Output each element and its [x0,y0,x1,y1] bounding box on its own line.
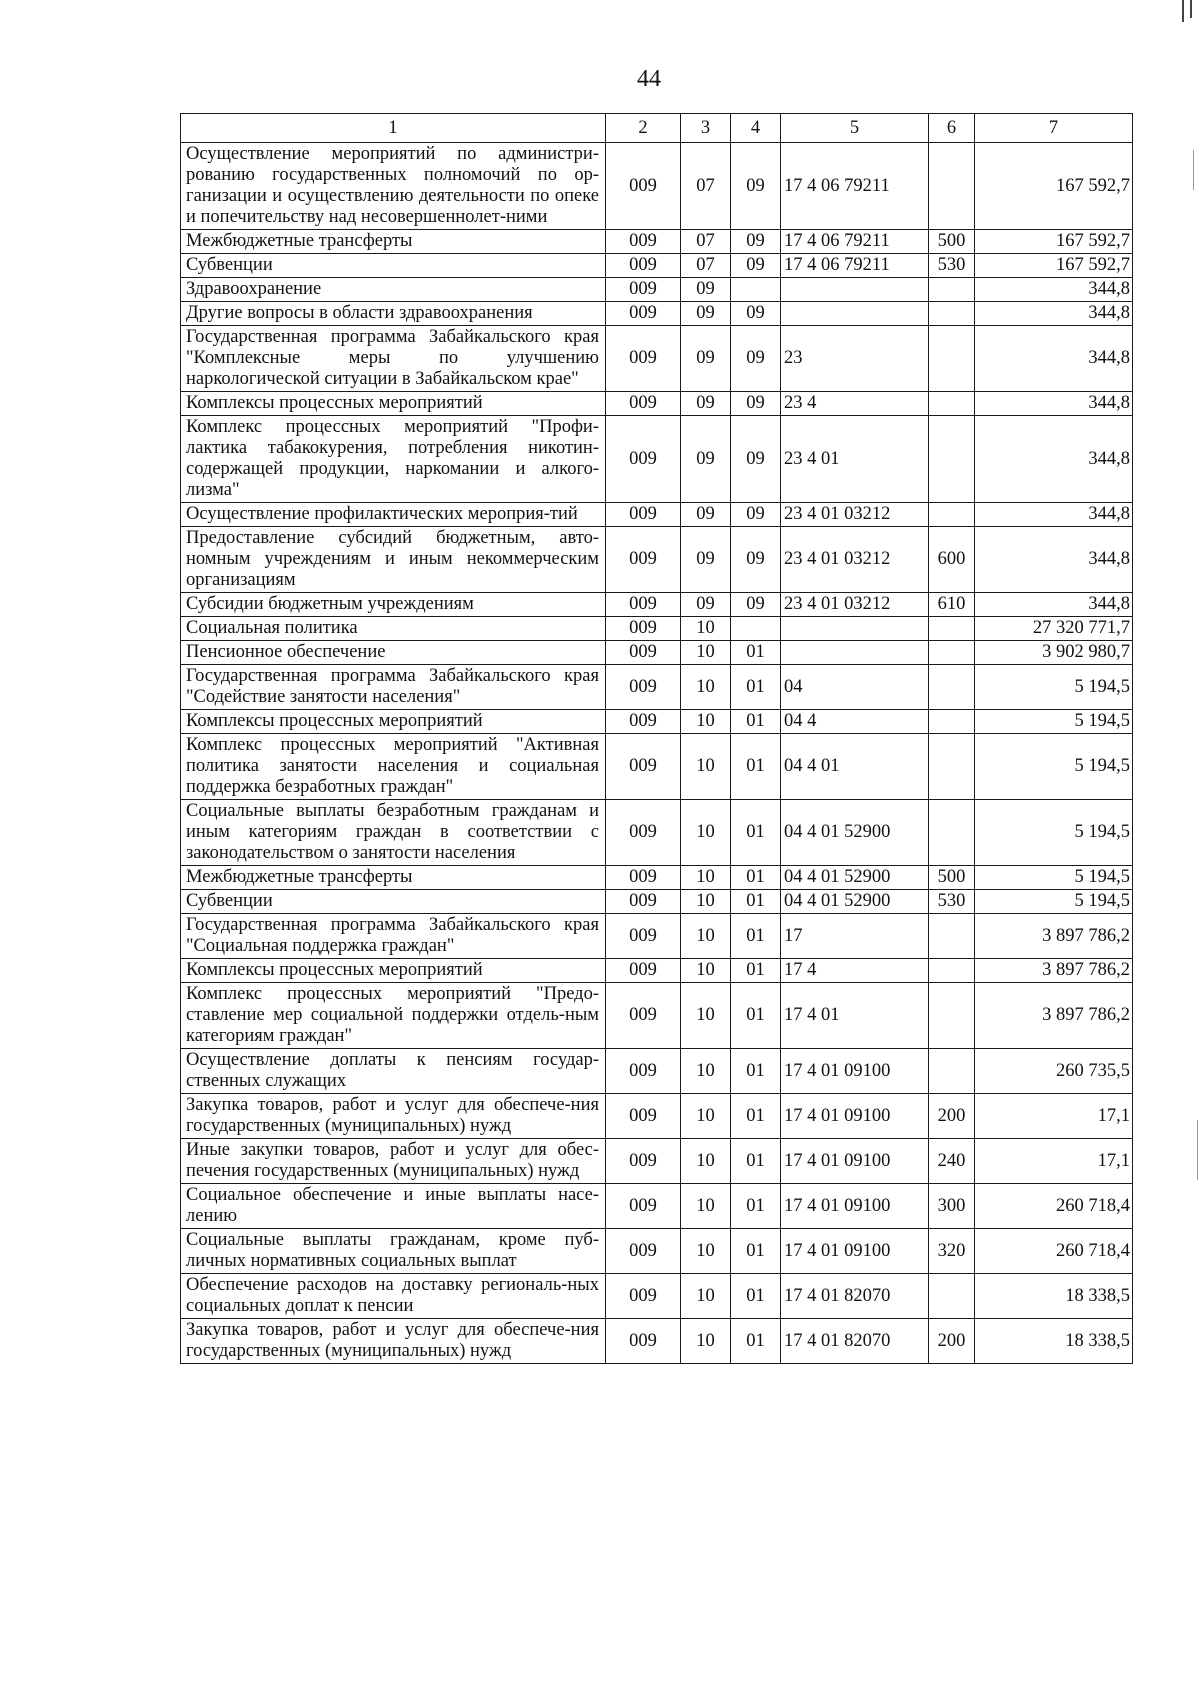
table-cell-col-2: 009 [606,1229,681,1274]
table-cell-col-4: 01 [731,1274,781,1319]
table-cell-col-2: 009 [606,641,681,665]
table-cell-col-2: 009 [606,1184,681,1229]
table-cell-col-5: 04 4 01 [781,734,929,800]
table-cell-col-3: 10 [681,1229,731,1274]
table-cell-col-4 [731,617,781,641]
table-cell-col-5 [781,617,929,641]
table-cell-col-1: Межбюджетные трансферты [181,866,606,890]
table-cell-col-1: Субсидии бюджетным учреждениям [181,593,606,617]
table-cell-col-3: 09 [681,326,731,392]
table-cell-col-3: 10 [681,617,731,641]
header-col-5: 5 [781,114,929,143]
table-cell-col-6 [929,914,975,959]
table-row [181,983,1133,1049]
table-cell-col-5: 17 4 06 79211 [781,254,929,278]
table-row [181,617,1133,641]
table-cell-col-1: Закупка товаров, работ и услуг для обеспече-ния государственных (муниципальных) нужд [181,1094,606,1139]
table-cell-col-2: 009 [606,392,681,416]
table-cell-col-7: 27 320 771,7 [975,617,1133,641]
table-row [181,143,1133,230]
table-cell-col-5: 23 4 01 [781,416,929,503]
table-cell-col-2: 009 [606,593,681,617]
table-cell-col-7: 17,1 [975,1094,1133,1139]
table-cell-col-7: 3 897 786,2 [975,983,1133,1049]
table-cell-col-2: 009 [606,617,681,641]
table-cell-col-7: 344,8 [975,503,1133,527]
table-row [181,1319,1133,1364]
table-cell-col-4: 01 [731,914,781,959]
table-cell-col-4: 09 [731,143,781,230]
table-cell-col-6 [929,1274,975,1319]
table-cell-col-3: 10 [681,641,731,665]
table-cell-col-4: 01 [731,710,781,734]
table-cell-col-1: Осуществление доплаты к пенсиям государ-ственных служащих [181,1049,606,1094]
table-cell-col-6: 200 [929,1094,975,1139]
table-cell-col-3: 07 [681,230,731,254]
table-cell-col-7: 18 338,5 [975,1319,1133,1364]
table-cell-col-5: 17 4 06 79211 [781,230,929,254]
table-cell-col-2: 009 [606,1319,681,1364]
table-cell-col-1: Комплексы процессных мероприятий [181,959,606,983]
table-cell-col-2: 009 [606,800,681,866]
table-cell-col-5 [781,278,929,302]
table-cell-col-1: Комплекс процессных мероприятий "Профи-лактика табакокурения, потребления никотин-содержащей продукции, наркомании и алкого-лизма" [181,416,606,503]
table-cell-col-3: 09 [681,302,731,326]
table-row [181,734,1133,800]
table-cell-col-1: Осуществление профилактических мероприя-тий [181,503,606,527]
table-row [181,959,1133,983]
table-cell-col-3: 10 [681,1139,731,1184]
table-cell-col-4: 01 [731,1049,781,1094]
table-cell-col-6 [929,326,975,392]
table-row [181,914,1133,959]
table-cell-col-4: 09 [731,302,781,326]
table-cell-col-1: Комплекс процессных мероприятий "Активная политика занятости населения и социальная поддержка безработных граждан" [181,734,606,800]
table-cell-col-4: 09 [731,392,781,416]
table-cell-col-7: 344,8 [975,278,1133,302]
table-row [181,278,1133,302]
table-cell-col-2: 009 [606,890,681,914]
header-col-3: 3 [681,114,731,143]
table-cell-col-6 [929,734,975,800]
table-row [181,710,1133,734]
header-col-7: 7 [975,114,1133,143]
header-col-2: 2 [606,114,681,143]
table-cell-col-4: 09 [731,503,781,527]
table-cell-col-2: 009 [606,302,681,326]
table-row [181,641,1133,665]
table-cell-col-1: Обеспечение расходов на доставку региональ-ных социальных доплат к пенсии [181,1274,606,1319]
table-cell-col-6 [929,710,975,734]
table-cell-col-5: 17 4 01 [781,983,929,1049]
table-cell-col-3: 10 [681,800,731,866]
table-row [181,416,1133,503]
table-cell-col-7: 167 592,7 [975,254,1133,278]
table-cell-col-6: 240 [929,1139,975,1184]
table-cell-col-6 [929,959,975,983]
table-cell-col-2: 009 [606,914,681,959]
table-cell-col-3: 09 [681,416,731,503]
table-cell-col-7: 167 592,7 [975,230,1133,254]
table-row [181,1139,1133,1184]
table-cell-col-3: 10 [681,1184,731,1229]
table-cell-col-1: Комплекс процессных мероприятий "Предо-ставление мер социальной поддержки отдель-ным категориям граждан" [181,983,606,1049]
header-col-4: 4 [731,114,781,143]
table-cell-col-1: Социальное обеспечение и иные выплаты насе-лению [181,1184,606,1229]
table-row [181,800,1133,866]
table-cell-col-5: 17 4 01 82070 [781,1274,929,1319]
table-cell-col-3: 10 [681,665,731,710]
table-cell-col-5: 23 4 [781,392,929,416]
table-cell-col-2: 009 [606,527,681,593]
table-cell-col-6: 610 [929,593,975,617]
table-cell-col-2: 009 [606,278,681,302]
table-cell-col-5: 04 4 01 52900 [781,890,929,914]
scan-edge-mark [1197,1120,1198,1180]
table-cell-col-7: 344,8 [975,527,1133,593]
table-row [181,230,1133,254]
table-cell-col-3: 10 [681,959,731,983]
table-cell-col-7: 5 194,5 [975,866,1133,890]
table-cell-col-5: 04 4 01 52900 [781,800,929,866]
table-cell-col-3: 10 [681,866,731,890]
table-row [181,1229,1133,1274]
table-cell-col-6 [929,416,975,503]
table-cell-col-1: Государственная программа Забайкальского края "Содействие занятости населения" [181,665,606,710]
table-cell-col-5: 17 4 01 09100 [781,1049,929,1094]
table-cell-col-1: Субвенции [181,890,606,914]
table-cell-col-2: 009 [606,734,681,800]
table-cell-col-1: Социальная политика [181,617,606,641]
table-cell-col-5: 04 4 01 52900 [781,866,929,890]
table-cell-col-7: 3 902 980,7 [975,641,1133,665]
table-cell-col-3: 10 [681,734,731,800]
table-cell-col-3: 10 [681,1094,731,1139]
table-cell-col-2: 009 [606,254,681,278]
table-cell-col-4: 01 [731,1319,781,1364]
table-cell-col-4: 01 [731,1229,781,1274]
table-cell-col-3: 09 [681,593,731,617]
table-row [181,1274,1133,1319]
table-cell-col-6 [929,503,975,527]
table-cell-col-1: Государственная программа Забайкальского края "Социальная поддержка граждан" [181,914,606,959]
table-cell-col-3: 09 [681,527,731,593]
table-cell-col-6: 600 [929,527,975,593]
table-cell-col-5: 17 4 01 09100 [781,1139,929,1184]
table-cell-col-7: 260 718,4 [975,1229,1133,1274]
table-cell-col-4: 01 [731,665,781,710]
header-col-6: 6 [929,114,975,143]
table-cell-col-6: 500 [929,230,975,254]
table-cell-col-6 [929,617,975,641]
table-cell-col-2: 009 [606,959,681,983]
table-cell-col-7: 18 338,5 [975,1274,1133,1319]
table-cell-col-7: 344,8 [975,326,1133,392]
table-cell-col-2: 009 [606,710,681,734]
scan-edge-mark [1190,0,1192,18]
scan-edge-mark [1182,0,1184,22]
table-cell-col-3: 10 [681,1049,731,1094]
table-cell-col-7: 260 735,5 [975,1049,1133,1094]
table-cell-col-7: 5 194,5 [975,800,1133,866]
table-row [181,665,1133,710]
table-cell-col-5: 17 [781,914,929,959]
table-cell-col-1: Иные закупки товаров, работ и услуг для обес-печения государственных (муниципальных) нужд [181,1139,606,1184]
table-cell-col-1: Предоставление субсидий бюджетным, авто-номным учреждениям и иным некоммерческим организациям [181,527,606,593]
table-cell-col-6 [929,278,975,302]
table-cell-col-3: 09 [681,503,731,527]
table-cell-col-4: 09 [731,230,781,254]
table-cell-col-1: Государственная программа Забайкальского края "Комплексные меры по улучшению наркологической ситуации в Забайкальском крае" [181,326,606,392]
table-cell-col-5 [781,302,929,326]
table-cell-col-6: 300 [929,1184,975,1229]
table-body [181,143,1133,1364]
table-cell-col-3: 10 [681,890,731,914]
table-cell-col-3: 09 [681,392,731,416]
table-row [181,866,1133,890]
table-cell-col-6 [929,302,975,326]
header-col-1: 1 [181,114,606,143]
table-cell-col-5: 17 4 01 09100 [781,1229,929,1274]
table-cell-col-4 [731,278,781,302]
table-cell-col-3: 10 [681,983,731,1049]
table-cell-col-4: 09 [731,416,781,503]
table-cell-col-2: 009 [606,416,681,503]
table-cell-col-3: 07 [681,254,731,278]
table-row [181,890,1133,914]
table-cell-col-4: 01 [731,959,781,983]
table-cell-col-1: Другие вопросы в области здравоохранения [181,302,606,326]
table-cell-col-5: 17 4 06 79211 [781,143,929,230]
table-row [181,1094,1133,1139]
table-cell-col-5: 23 4 01 03212 [781,527,929,593]
table-cell-col-2: 009 [606,503,681,527]
table-cell-col-6 [929,641,975,665]
table-cell-col-4: 09 [731,254,781,278]
table-cell-col-4: 09 [731,527,781,593]
table-cell-col-7: 17,1 [975,1139,1133,1184]
table-cell-col-7: 344,8 [975,302,1133,326]
table-cell-col-7: 344,8 [975,392,1133,416]
table-row [181,1049,1133,1094]
budget-table [180,113,1133,1364]
table-cell-col-2: 009 [606,1094,681,1139]
table-cell-col-7: 3 897 786,2 [975,959,1133,983]
table-cell-col-4: 01 [731,866,781,890]
table-row [181,392,1133,416]
table-row [181,527,1133,593]
table-cell-col-4: 01 [731,983,781,1049]
table-cell-col-5: 04 [781,665,929,710]
table-cell-col-1: Осуществление мероприятий по администри-рованию государственных полномочий по ор-ганизации и осуществлению деятельности по опеке и попечительству над несовершеннолет-ними [181,143,606,230]
table-cell-col-1: Социальные выплаты гражданам, кроме пуб-личных нормативных социальных выплат [181,1229,606,1274]
table-cell-col-6 [929,983,975,1049]
table-cell-col-5: 23 [781,326,929,392]
table-cell-col-6 [929,800,975,866]
table-cell-col-5: 04 4 [781,710,929,734]
table-cell-col-6 [929,143,975,230]
table-cell-col-4: 01 [731,1139,781,1184]
table-row [181,326,1133,392]
table-row [181,302,1133,326]
table-row [181,503,1133,527]
table-cell-col-4: 01 [731,734,781,800]
table-cell-col-3: 07 [681,143,731,230]
table-cell-col-7: 344,8 [975,593,1133,617]
table-cell-col-2: 009 [606,665,681,710]
table-cell-col-2: 009 [606,983,681,1049]
table-cell-col-1: Закупка товаров, работ и услуг для обеспече-ния государственных (муниципальных) нужд [181,1319,606,1364]
table-cell-col-3: 09 [681,278,731,302]
table-cell-col-5: 17 4 [781,959,929,983]
table-cell-col-2: 009 [606,866,681,890]
table-cell-col-6: 530 [929,254,975,278]
table-cell-col-2: 009 [606,143,681,230]
table-cell-col-2: 009 [606,1274,681,1319]
table-cell-col-7: 5 194,5 [975,734,1133,800]
table-row [181,1184,1133,1229]
table-cell-col-3: 10 [681,1319,731,1364]
table-cell-col-3: 10 [681,914,731,959]
table-cell-col-6: 200 [929,1319,975,1364]
table-cell-col-5: 17 4 01 82070 [781,1319,929,1364]
table-cell-col-4: 01 [731,890,781,914]
table-cell-col-4: 01 [731,800,781,866]
table-row [181,593,1133,617]
table-cell-col-3: 10 [681,1274,731,1319]
table-cell-col-6: 500 [929,866,975,890]
table-cell-col-6 [929,392,975,416]
table-cell-col-7: 167 592,7 [975,143,1133,230]
table-cell-col-1: Комплексы процессных мероприятий [181,392,606,416]
table-cell-col-6 [929,665,975,710]
table-cell-col-5 [781,641,929,665]
table-cell-col-1: Здравоохранение [181,278,606,302]
table-cell-col-1: Пенсионное обеспечение [181,641,606,665]
table-cell-col-4: 01 [731,1094,781,1139]
table-cell-col-6 [929,1049,975,1094]
table-cell-col-1: Субвенции [181,254,606,278]
table-cell-col-2: 009 [606,230,681,254]
table-cell-col-5: 23 4 01 03212 [781,503,929,527]
table-cell-col-5: 17 4 01 09100 [781,1094,929,1139]
table-cell-col-5: 23 4 01 03212 [781,593,929,617]
table-cell-col-7: 5 194,5 [975,710,1133,734]
scan-edge-mark [1193,150,1194,190]
table-row [181,254,1133,278]
page-number: 44 [637,66,661,92]
table-cell-col-2: 009 [606,326,681,392]
table-cell-col-7: 5 194,5 [975,665,1133,710]
table-cell-col-2: 009 [606,1139,681,1184]
table-cell-col-2: 009 [606,1049,681,1094]
table-cell-col-1: Комплексы процессных мероприятий [181,710,606,734]
table-cell-col-4: 01 [731,641,781,665]
table-cell-col-1: Социальные выплаты безработным гражданам и иным категориям граждан в соответствии с законодательством о занятости населения [181,800,606,866]
table-cell-col-6: 530 [929,890,975,914]
table-cell-col-4: 01 [731,1184,781,1229]
table-cell-col-1: Межбюджетные трансферты [181,230,606,254]
table-cell-col-3: 10 [681,710,731,734]
table-cell-col-5: 17 4 01 09100 [781,1184,929,1229]
table-cell-col-7: 260 718,4 [975,1184,1133,1229]
table-cell-col-7: 344,8 [975,416,1133,503]
table-cell-col-4: 09 [731,326,781,392]
table-header-row [181,114,1133,143]
table-cell-col-6: 320 [929,1229,975,1274]
table-cell-col-4: 09 [731,593,781,617]
table-cell-col-7: 3 897 786,2 [975,914,1133,959]
table-cell-col-7: 5 194,5 [975,890,1133,914]
